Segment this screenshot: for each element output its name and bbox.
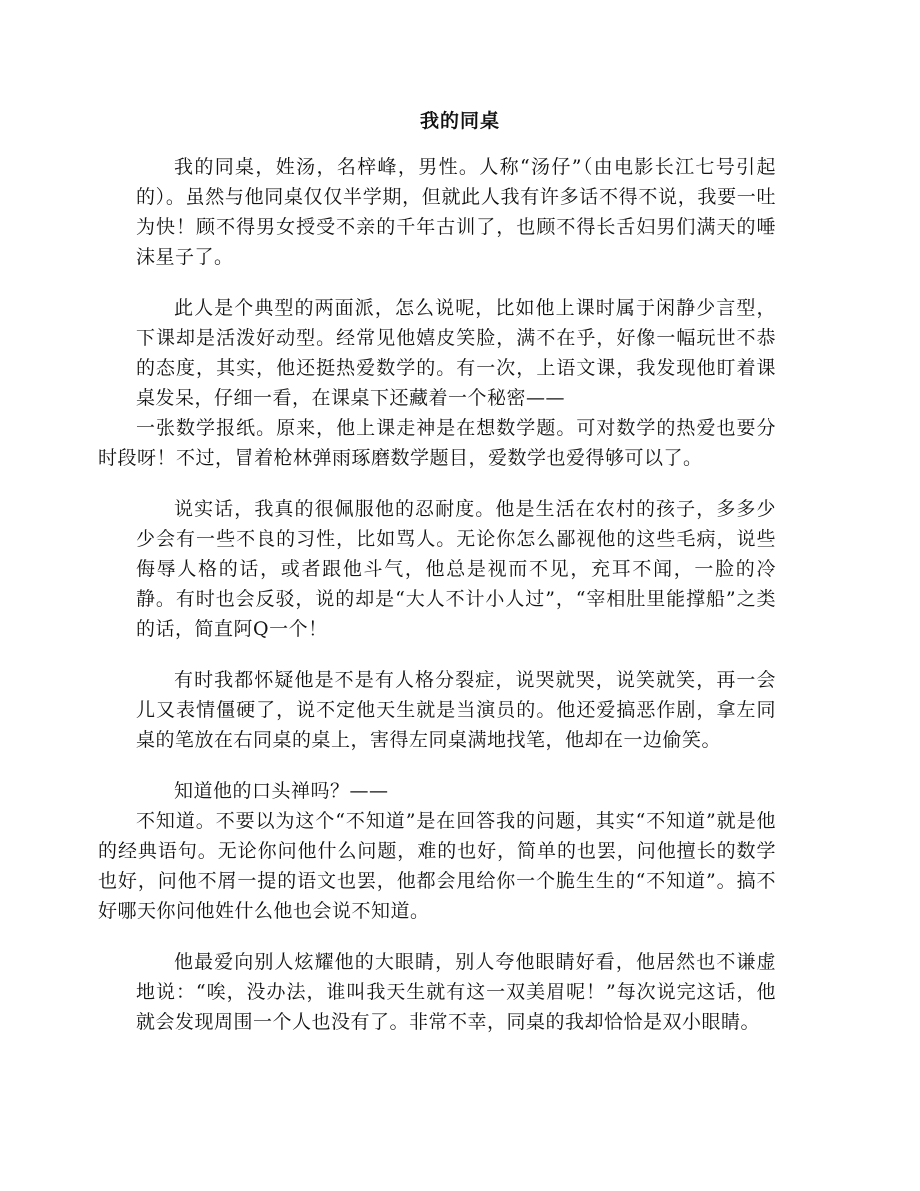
- paragraph-4: [136, 665, 776, 755]
- paragraph-1-line-1: 我的同桌，姓汤，名梓峰，男性。人称“汤仔”（由电影长江七号引起的）。虽然与他同桌仅仅半学期，但就此人我有许多话不得不说，我要一吐为快！顾不得男女授受不亲的千年古训了，也顾不得长舌妇男们满天的唾沫星子了。: [136, 156, 776, 268]
- paragraph-2-line-2: 一张数学报纸。原来，他上课走神是在想数学题。可对数学的热爱也要分时段呀！不过，冒着枪林弹雨琢磨数学题目，爱数学也爱得够可以了。: [98, 417, 776, 469]
- paragraph-3: [136, 494, 776, 644]
- document-body: [98, 152, 776, 1058]
- paragraph-5: [98, 776, 776, 926]
- paragraph-3-line-1: 说实话，我真的很佩服他的忍耐度。他是生活在农村的孩子，多多少少会有一些不良的习性，比如骂人。无论你怎么鄙视他的这些毛病，说些侮辱人格的话，或者跟他斗气，他总是视而不见，充耳不闻，一脸的冷静。有时也会反驳，说的却是“大人不计小人过”，“宰相肚里能撑船”之类的话，简直阿Q一个！: [136, 498, 776, 640]
- paragraph-5-line-1: 知道他的口头禅吗？——: [174, 780, 389, 802]
- paragraph-6-line-1: 他最爱向别人炫耀他的大眼睛，别人夸他眼睛好看，他居然也不谦虚地说：“唉，没办法，谁叫我天生就有这一双美眉呢！”每次说完这话，他就会发现周围一个人也没有了。非常不幸，同桌的我却恰恰是双小眼睛。: [136, 951, 776, 1033]
- paragraph-4-line-1: 有时我都怀疑他是不是有人格分裂症，说哭就哭，说笑就笑，再一会儿又表情僵硬了，说不定他天生就是当演员的。他还爱搞恶作剧，拿左同桌的笔放在右同桌的桌上，害得左同桌满地找笔，他却在一边偷笑。: [136, 669, 776, 751]
- document-title: 我的同桌: [419, 110, 500, 132]
- paragraph-2-line-1: 此人是个典型的两面派，怎么说呢，比如他上课时属于闲静少言型，下课却是活泼好动型。经常见他嬉皮笑脸，满不在乎，好像一幅玩世不恭的态度，其实，他还挺热爱数学的。有一次，上语文课，我发现他盯着课桌发呆，仔细一看，在课桌下还藏着一个秘密——: [136, 297, 776, 409]
- paragraph-1: [136, 152, 776, 272]
- paragraph-6: [136, 947, 776, 1037]
- paragraph-2: [98, 293, 776, 473]
- paragraph-5-line-2: 不知道。不要以为这个“不知道”是在回答我的问题，其实“不知道”就是他的经典语句。无论你问他什么问题，难的也好，简单的也罢，问他擅长的数学也好，问他不屑一提的语文也罢，他都会甩给你一个脆生生的“不知道”。搞不好哪天你问他姓什么他也会说不知道。: [98, 810, 776, 922]
